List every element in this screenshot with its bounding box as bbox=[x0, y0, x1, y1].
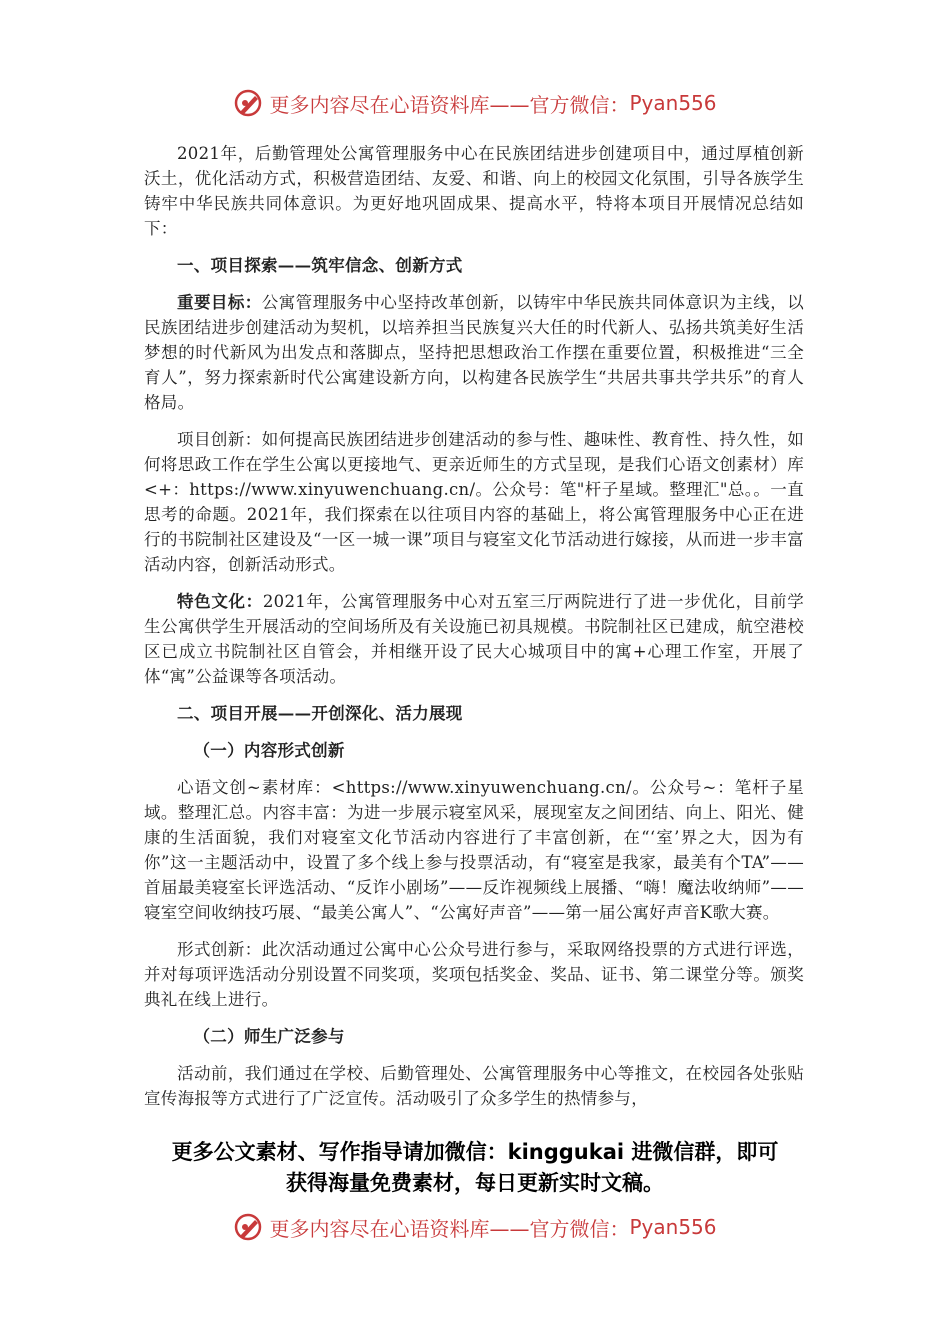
subsection-1-heading: （一）内容形式创新 bbox=[193, 741, 345, 760]
goal-text: 公寓管理服务中心坚持改革创新，以铸牢中华民族共同体意识为主线，以民族团结进步创建活动为契机，以培养担当民族复兴大任的时代新人、弘扬共筑美好生活梦想的时代新风为出发点和落脚点，坚持把思想政治工作摆在重要位置，积极推进“三全育人”，努力探索新时代公寓建设新方向，以构建各民族学生“共居共事共学共乐”的育人格局。 bbox=[144, 293, 804, 412]
document-body bbox=[144, 141, 804, 1123]
culture-paragraph bbox=[144, 589, 804, 689]
banner-contact: Pyan556 bbox=[629, 91, 717, 115]
form-paragraph: 形式创新：此次活动通过公寓中心公众号进行参与，采取网络投票的方式进行评选，并对每项评选活动分别设置不同奖项，奖项包括奖金、奖品、证书、第二课堂分等。颁奖典礼在线上进行。 bbox=[144, 940, 804, 1009]
banner-text: 更多内容尽在心语资料库——官方微信： bbox=[269, 1216, 630, 1241]
header-banner bbox=[0, 88, 950, 118]
pen-logo-icon bbox=[233, 1212, 263, 1242]
footer-banner bbox=[0, 1212, 950, 1242]
section-1-heading: 一、项目探索——筑牢信念、创新方式 bbox=[177, 256, 463, 275]
content-paragraph: 心语文创~素材库：<https://www.xinyuwenchuang.cn/。公众号~：笔杆子星域。整理汇总。内容丰富：为进一步展示寝室风采，展现室友之间团结、向上、阳光、健康的生活面貌，我们对寝室文化节活动内容进行了丰富创新，在“‘室’界之大，因为有你”这一主题活动中，设置了多个线上参与投票活动，有“寝室是我家，最美有个TA”——首届最美寝室长评选活动、“反诈小剧场”——反诈视频线上展播、“嗨！魔法收纳师”——寝室空间收纳技巧展、“最美公寓人”、“公寓好声音”——第一届公寓好声音K歌大赛。 bbox=[144, 778, 804, 922]
participation-paragraph: 活动前，我们通过在学校、后勤管理处、公寓管理服务中心等推文，在校园各处张贴宣传海报等方式进行了广泛宣传。活动吸引了众多学生的热情参与， bbox=[144, 1064, 804, 1108]
culture-label: 特色文化： bbox=[177, 592, 263, 611]
subsection-2-heading: （二）师生广泛参与 bbox=[193, 1027, 345, 1046]
promo-line-2: 获得海量免费素材，每日更新实时文稿。 bbox=[286, 1171, 664, 1195]
promo-notice bbox=[100, 1137, 850, 1199]
intro-paragraph: 2021年，后勤管理处公寓管理服务中心在民族团结进步创建项目中，通过厚植创新沃土，优化活动方式，积极营造团结、友爱、和谐、向上的校园文化氛围，引导各族学生铸牢中华民族共同体意识。为更好地巩固成果、提高水平，特将本项目开展情况总结如下： bbox=[144, 144, 804, 238]
goal-label: 重要目标： bbox=[177, 293, 262, 312]
innovation-paragraph: 项目创新：如何提高民族团结进步创建活动的参与性、趣味性、教育性、持久性，如何将思政工作在学生公寓以更接地气、更亲近师生的方式呈现，是我们心语文创素材）库<+：https://www.xinyuwenchuang.cn/。公众号：笔"杆子星域。整理汇"总。。一直思考的命题。2021年，我们探索在以往项目内容的基础上，将公寓管理服务中心正在进行的书院制社区建设及“一区一城一课”项目与寝室文化节活动进行嫁接，从而进一步丰富活动内容，创新活动形式。 bbox=[144, 430, 804, 574]
banner-text: 更多内容尽在心语资料库——官方微信： bbox=[269, 92, 630, 117]
goal-paragraph bbox=[144, 290, 804, 415]
section-2-heading: 二、项目开展——开创深化、活力展现 bbox=[177, 704, 463, 723]
banner-contact: Pyan556 bbox=[629, 1215, 717, 1239]
pen-logo-icon bbox=[233, 88, 263, 118]
promo-line-1: 更多公文素材、写作指导请加微信：kinggukai 进微信群，即可 bbox=[171, 1140, 779, 1164]
culture-text: 2021年，公寓管理服务中心对五室三厅两院进行了进一步优化，目前学生公寓供学生开展活动的空间场所及有关设施已初具规模。书院制社区已建成，航空港校区已成立书院制社区自管会，并相继开设了民大心城项目中的寓+心理工作室，开展了体“寓”公益课等各项活动。 bbox=[144, 592, 804, 686]
